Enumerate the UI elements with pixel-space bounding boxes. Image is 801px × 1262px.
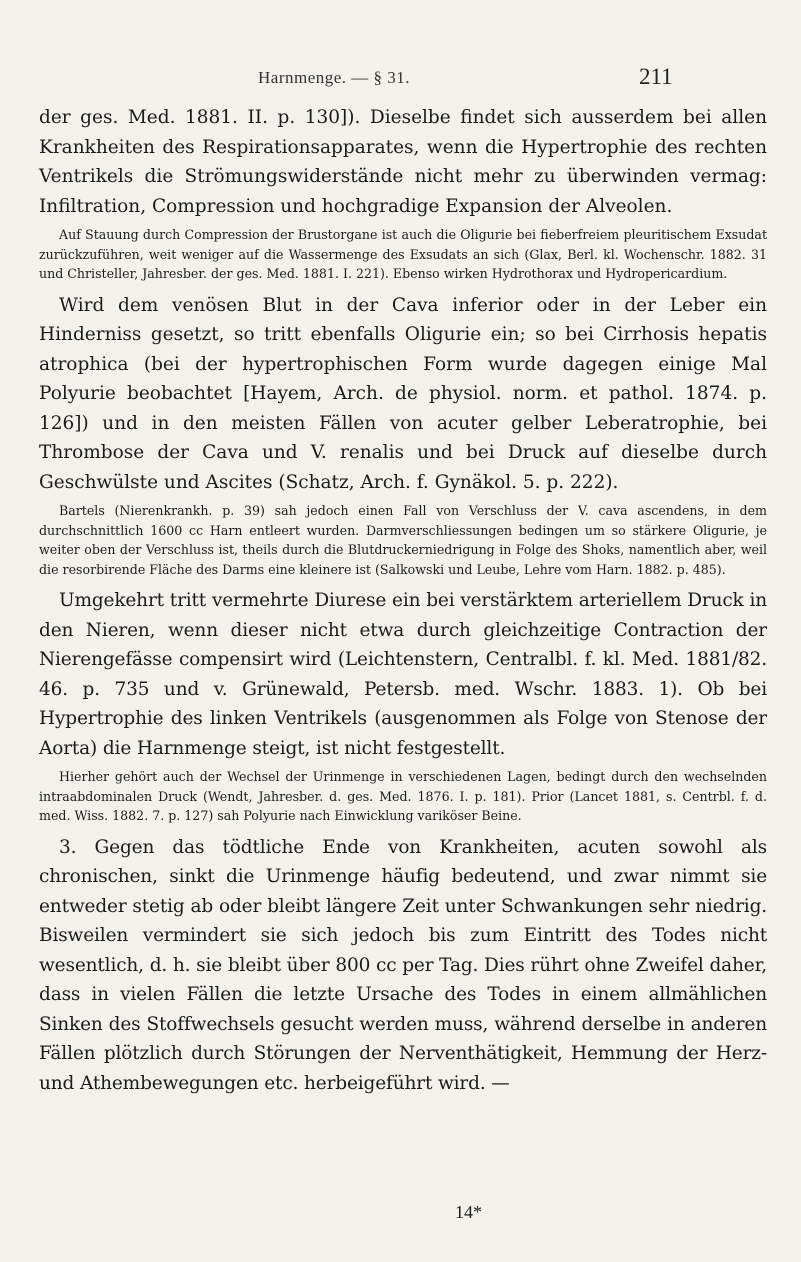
body-text (39, 103, 767, 1098)
paragraph-diurese: Umgekehrt tritt vermehrte Diurese ein bei verstärktem arteriellem Druck in den Nieren, wenn dieser nicht etwa durch gleichzeitige Contraction der Nierengefässe compensirt wird (Leichtenstern, Centralbl. f. kl. Med. 1881/82. 46. p. 735 und v. Grünewald, Petersb. med. Wschr. 1883. 1). Ob bei Hypertrophie des linken Ventrikels (ausgenommen als Folge von Stenose der Aorta) die Harnmenge steigt, ist nicht festgestellt. (39, 590, 767, 759)
note-urinmenge-lagen: Hierher gehört auch der Wechsel der Urinmenge in verschiedenen Lagen, bedingt durch den wechselnden intraabdominalen Druck (Wendt, Jahresber. d. ges. Med. 1876. I. p. 181). Prior (Lancet 1881, s. Centrbl. f. d. med. Wiss. 1882. 7. p. 127) sah Polyurie nach Einwicklung variköser Beine. (39, 769, 767, 823)
paragraph-toedtliches-ende: 3. Gegen das tödtliche Ende von Krankheiten, acuten sowohl als chronischen, sinkt die Urinmenge häufig bedeutend, und zwar nimmt sie entweder stetig ab oder bleibt längere Zeit unter Schwankungen sehr niedrig. Bisweilen vermindert sie sich jedoch bis zum Eintritt des Todes nicht wesentlich, d. h. sie bleibt über 800 cc per Tag. Dies rührt ohne Zweifel daher, dass in vielen Fällen die letzte Ursache des Todes in einem allmählichen Sinken des Stoffwechsels gesucht werden muss, während derselbe in anderen Fällen plötzlich durch Störungen der Nerventhätigkeit, Hemmung der Herz- und Athembewegungen etc. herbeigeführt wird. — (39, 836, 767, 1094)
note-bartels: Bartels (Nierenkrankh. p. 39) sah jedoch einen Fall von Verschluss der V. cava ascendens, in dem durchschnittlich 1600 cc Harn entleert wurden. Darmverschliessungen bedingen um so stärkere Oligurie, je weiter oben der Verschluss ist, theils durch die Blutdruckerniedrigung in Folge des Shoks, namentlich aber, weil die resorbirende Fläche des Darms eine kleinere ist (Salkowski und Leube, Lehre vom Harn. 1882. p. 485). (39, 503, 767, 577)
signature-mark: 14* (455, 1202, 482, 1222)
paragraph-respiration: der ges. Med. 1881. II. p. 130]). Dieselbe findet sich ausserdem bei allen Krankheiten des Respirationsapparates, wenn die Hypertrophie des rechten Ventrikels die Strömungswiderstände nicht mehr zu überwinden vermag: Infiltration, Compression und hochgradige Expansion der Alveolen. (39, 107, 767, 217)
running-head: Harnmenge. — § 31. (258, 68, 411, 87)
paragraph-cava-inferior: Wird dem venösen Blut in der Cava inferior oder in der Leber ein Hinderniss gesetzt, so tritt ebenfalls Oligurie ein; so bei Cirrhosis hepatis atrophica (bei der hypertrophischen Form wurde dagegen einige Mal Polyurie beobachtet [Hayem, Arch. de physiol. norm. et pathol. 1874. p. 126]) und in den meisten Fällen von acuter gelber Leberatrophie, bei Thrombose der Cava und V. renalis und bei Druck auf dieselbe durch Geschwülste und Ascites (Schatz, Arch. f. Gynäkol. 5. p. 222). (39, 294, 767, 493)
note-stauung: Auf Stauung durch Compression der Brustorgane ist auch die Oligurie bei fieberfreiem pleuritischem Exsudat zurückzuführen, weit weniger auf die Wassermenge des Exsudats an sich (Glax, Berl. kl. Wochenschr. 1882. 31 und Christeller, Jahresber. der ges. Med. 1881. I. 221). Ebenso wirken Hydrothorax und Hydropericardium. (39, 227, 767, 281)
page-header (0, 64, 801, 104)
page-number: 211 (639, 64, 673, 89)
